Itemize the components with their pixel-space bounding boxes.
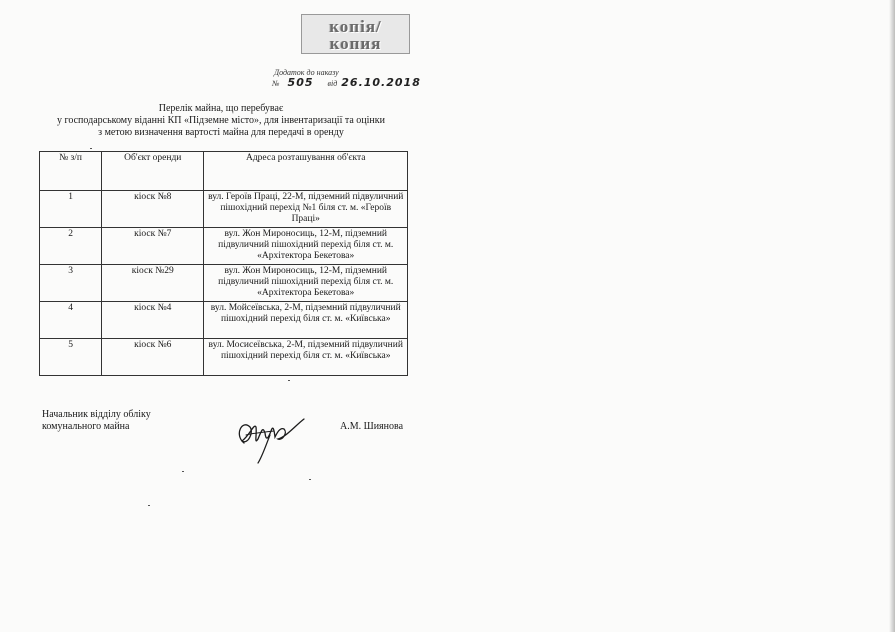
- title-line2: у господарському віданні КП «Підземне місто», для інвентаризації та оцінки: [57, 115, 385, 126]
- scan-speck: [90, 148, 92, 149]
- document-title: [40, 103, 402, 139]
- property-table: [39, 151, 408, 376]
- stamp-line2: копия: [329, 34, 382, 53]
- table-row: [40, 265, 408, 302]
- row-address: вул. Жон Мироносиць, 12-М, підземний підвуличний пішохідний перехід біля ст. м. «Архітектора Бекетова»: [204, 228, 408, 265]
- annex-number-line: [272, 76, 421, 89]
- row-address: вул. Мойсеївська, 2-М, підземний підвуличний пішохідний перехід біля ст. м. «Київська»: [204, 302, 408, 339]
- table-row: [40, 228, 408, 265]
- stamp-line1: копія/: [329, 17, 382, 36]
- header-object: Об'єкт оренди: [102, 152, 204, 191]
- signatory-position: [42, 409, 151, 433]
- header-number: № з/п: [40, 152, 102, 191]
- row-object: кіоск №7: [102, 228, 204, 265]
- row-object: кіоск №8: [102, 191, 204, 228]
- table-row: [40, 191, 408, 228]
- scan-speck: [288, 380, 290, 381]
- copy-stamp: [301, 14, 410, 54]
- annex-date-prefix: від: [327, 79, 338, 88]
- scan-speck: [182, 471, 184, 472]
- table-header-row: [40, 152, 408, 191]
- position-line2: комунального майна: [42, 421, 130, 432]
- annex-label: Додаток до наказу: [274, 68, 339, 77]
- row-number: 4: [40, 302, 102, 339]
- row-address: вул. Героїв Праці, 22-М, підземний підвуличний пішохідний перехід №1 біля ст. м. «Героїв Праці»: [204, 191, 408, 228]
- annex-reference: [272, 68, 421, 89]
- row-number: 1: [40, 191, 102, 228]
- position-line1: Начальник відділу обліку: [42, 409, 151, 420]
- signatory-name: А.М. Шиянова: [340, 421, 404, 432]
- table-row: [40, 339, 408, 376]
- scan-speck: [309, 479, 311, 480]
- row-number: 2: [40, 228, 102, 265]
- header-address: Адреса розташування об'єкта: [204, 152, 408, 191]
- annex-number-prefix: №: [272, 79, 280, 88]
- row-object: кіоск №29: [102, 265, 204, 302]
- table-row: [40, 302, 408, 339]
- annex-date: 26.10.2018: [341, 76, 421, 89]
- row-address: вул. Жон Мироносиць, 12-М, підземний підвуличний пішохідний перехід біля ст. м. «Архітектора Бекетова»: [204, 265, 408, 302]
- row-address: вул. Мосисеївська, 2-М, підземний підвуличний пішохідний перехід біля ст. м. «Київська»: [204, 339, 408, 376]
- row-object: кіоск №6: [102, 339, 204, 376]
- annex-number: 505: [287, 76, 314, 89]
- handwritten-signature: [230, 405, 310, 472]
- row-number: 5: [40, 339, 102, 376]
- row-object: кіоск №4: [102, 302, 204, 339]
- row-number: 3: [40, 265, 102, 302]
- scan-speck: [148, 505, 150, 506]
- title-line1: Перелік майна, що перебуває: [158, 103, 284, 114]
- title-line3: з метою визначення вартості майна для передачі в оренду: [98, 127, 344, 138]
- scan-edge-shadow: [889, 0, 895, 632]
